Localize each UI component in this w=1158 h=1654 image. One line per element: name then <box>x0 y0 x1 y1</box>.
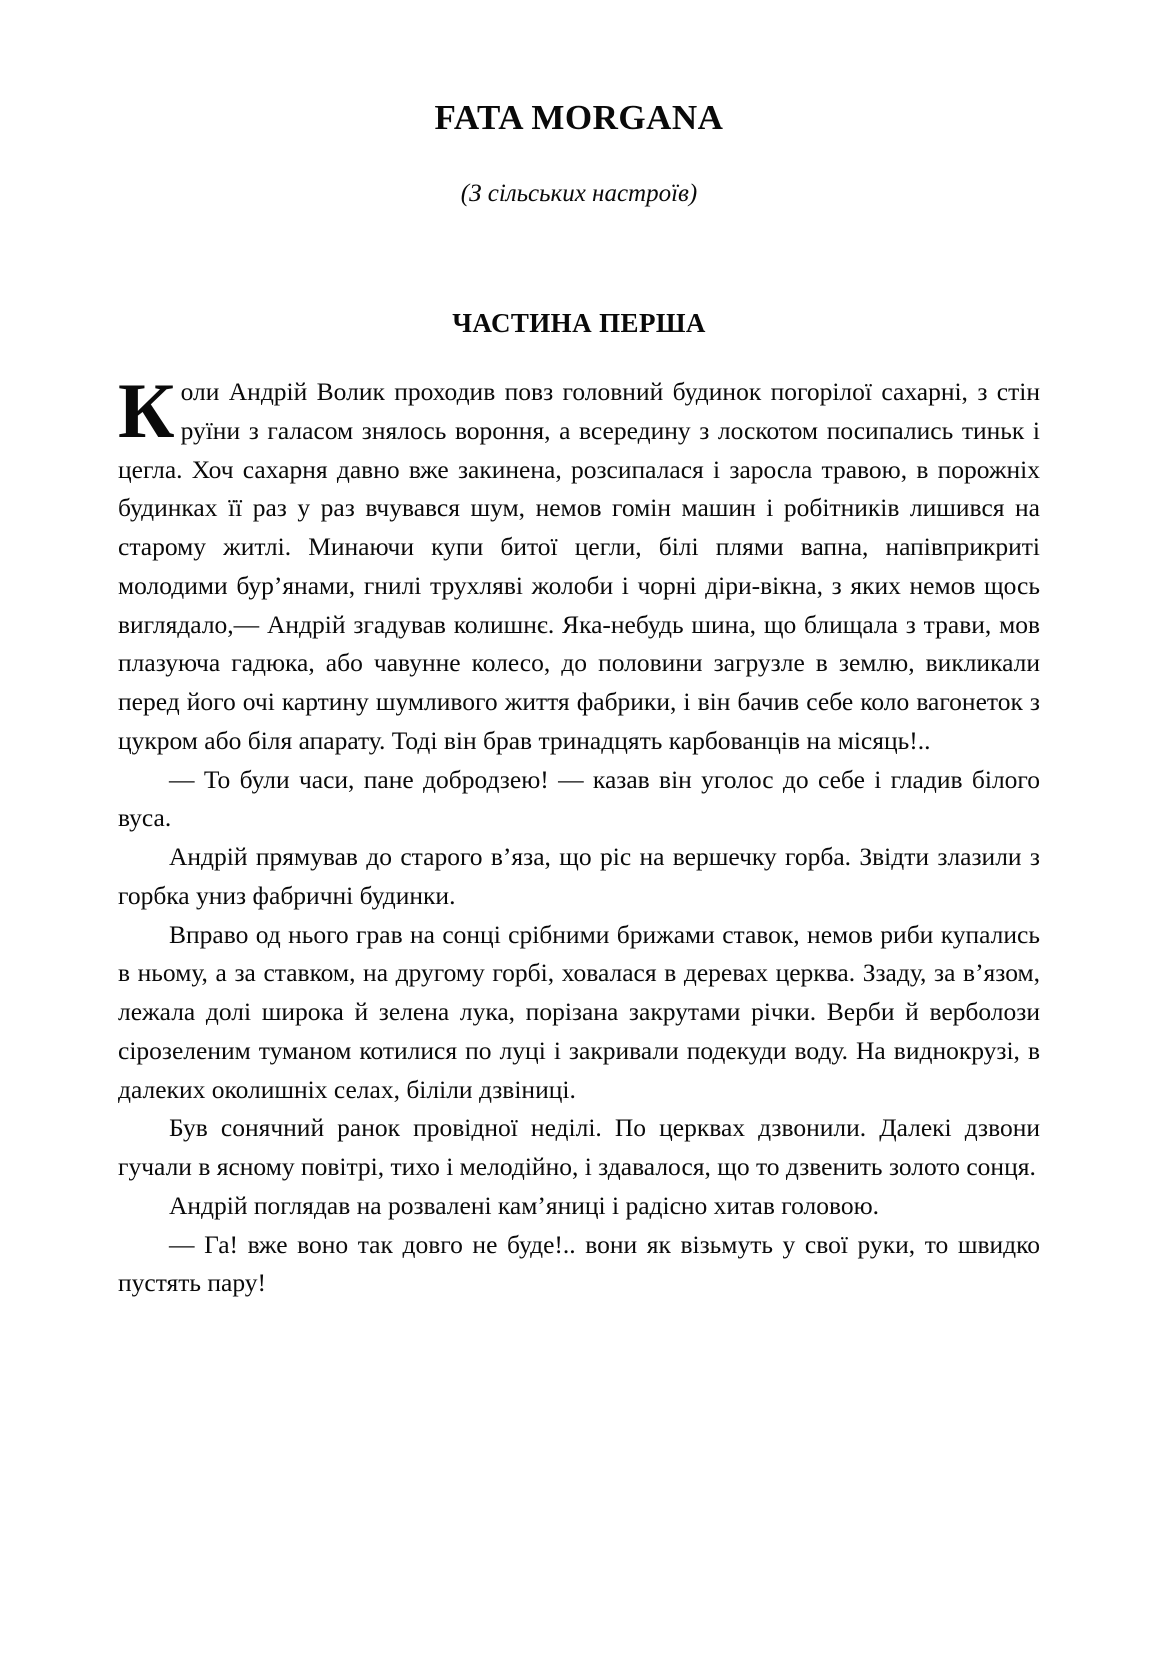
body-text <box>118 367 1040 1303</box>
paragraph-3: Андрій прямував до старого в’яза, що ріс на вершечку горба. Звідти злазили з горбка униз фабричні будинки. <box>118 842 1040 910</box>
page-title: FATA MORGANA <box>434 98 724 137</box>
paragraph-4: Вправо од нього грав на сонці срібними брижами ставок, немов риби купались в ньому, а за ставком, на другому горбі, ховалася в деревах церква. Ззаду, за в’язом, лежала долі широка й зелена лука, порізана закрутами річки. Верби й верболози сірозеленим туманом котилися по луці і закривали подекуди воду. На виднокрузі, в далеких околишніх селах, біліли дзвіниці. <box>118 919 1040 1104</box>
part-heading: ЧАСТИНА ПЕРША <box>452 308 706 338</box>
paragraph-5: Був сонячний ранок провідної неділі. По церквах дзвонили. Далекі дзвони гучали в ясному повітрі, тихо і мелодійно, і здавалося, що то дзвенить золото сонця. <box>118 1113 1040 1181</box>
page-subtitle: (З сільських настроїв) <box>460 180 698 207</box>
paragraph-6: Андрій поглядав на розвалені кам’яниці і радісно хитав головою. <box>169 1190 880 1220</box>
paragraph-1-text: оли Андрій Волик проходив повз головний будинок погорілої сахарні, з стін руїни з галасом знялось вороння, а всередину з лоскотом посипались тиньк і цегла. Хоч сахарня давно вже закинена, розсипалася і заросла травою, в порожніх будинках її раз у раз вчувався шум, немов гомін машин і робітників лишився на старому житлі. Минаючи купи битої цегли, білі плями вапна, напівприкриті молодими бур’янами, гнилі трухляві жолоби і чорні діри-вікна, з яких немов щось виглядало,— Андрій згадував колишнє. Яка-небудь шина, що блищала з трави, мов плазуюча гадюка, або чавунне колесо, до половини загрузле в землю, викликали перед його очі картину шумливого життя фабрики, і він бачив себе коло вагонеток з цукром або біля апарату. Тоді він брав тринадцять карбованців на місяць!.. <box>118 377 1040 755</box>
paragraph-7: — Га! вже воно так довго не буде!.. вони як візьмуть у свої руки, то швидко пустять пару! <box>118 1229 1040 1298</box>
paragraph-2: — То були часи, пане добродзею! — казав він уголос до себе і гладив білого вуса. <box>118 764 1040 833</box>
drop-cap: К <box>118 367 175 454</box>
paragraph-1 <box>118 367 1040 761</box>
